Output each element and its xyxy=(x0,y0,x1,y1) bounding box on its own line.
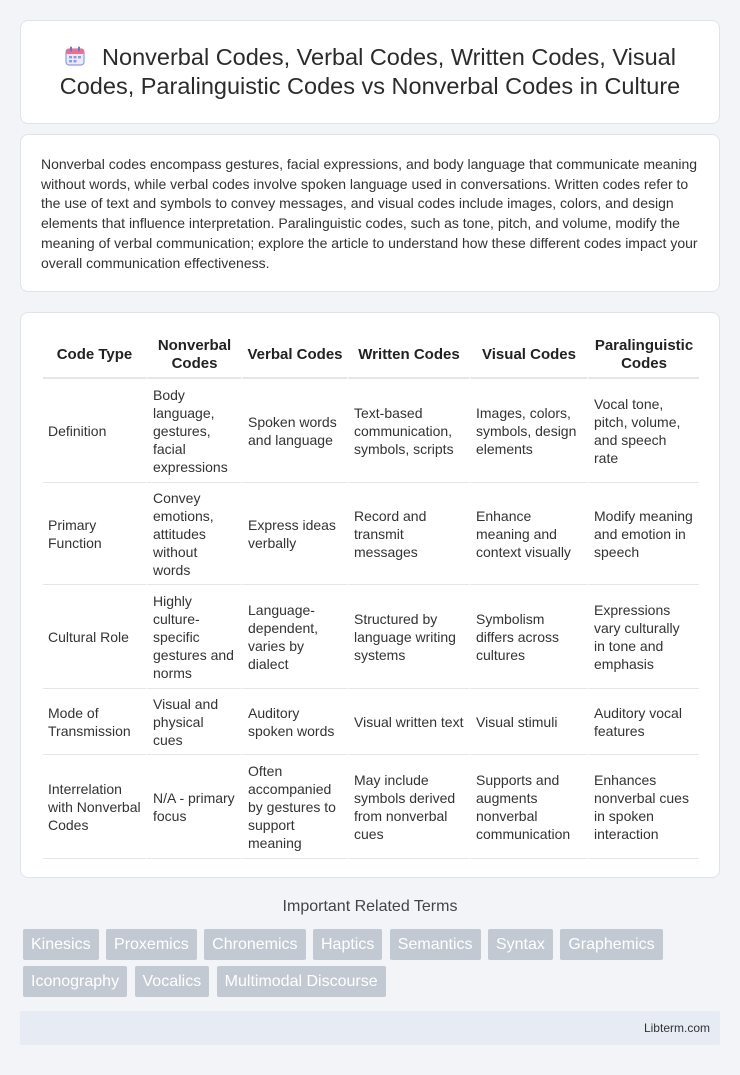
tag-proxemics[interactable]: Proxemics xyxy=(106,929,197,960)
header-written: Written Codes xyxy=(347,333,469,379)
row-label: Mode of Transmission xyxy=(43,689,146,755)
table-cell: Visual stimuli xyxy=(469,689,587,755)
table-cell: Supports and augments nonverbal communication xyxy=(469,755,587,859)
table-cell: May include symbols derived from nonverbal cues xyxy=(347,755,469,859)
footer xyxy=(20,1011,720,1045)
row-label: Interrelation with Nonverbal Codes xyxy=(43,755,146,859)
table-header-row xyxy=(43,333,699,379)
header-code-type: Code Type xyxy=(43,333,146,379)
related-terms-heading: Important Related Terms xyxy=(282,898,458,915)
tag-semantics[interactable]: Semantics xyxy=(390,929,481,960)
table-cell: Body language, gestures, facial expressions xyxy=(146,379,241,483)
related-terms-tags xyxy=(23,929,723,1003)
tag-chronemics[interactable]: Chronemics xyxy=(204,929,305,960)
title-card xyxy=(20,20,720,124)
intro-paragraph: Nonverbal codes encompass gestures, facial expressions, and body language that communicate meaning without words, while verbal codes involve spoken language used in conversations. Written codes refer to the use of text and symbols to convey messages, and visual codes include images, colors, and design elements that influence interpretation. Paralinguistic codes, such as tone, pitch, and volume, modify the meaning of verbal communication; explore the article to understand how these different codes impact your overall communication effectiveness. xyxy=(41,156,698,271)
tag-syntax[interactable]: Syntax xyxy=(488,929,553,960)
table-cell: Enhance meaning and context visually xyxy=(469,483,587,585)
table-cell: Text-based communication, symbols, scripts xyxy=(347,379,469,483)
table-row xyxy=(43,755,699,859)
table-cell: Vocal tone, pitch, volume, and speech rate xyxy=(587,379,699,483)
header-nonverbal: Nonverbal Codes xyxy=(146,333,241,379)
tag-haptics[interactable]: Haptics xyxy=(313,929,382,960)
table-cell: Language-dependent, varies by dialect xyxy=(241,585,347,689)
table-cell: Symbolism differs across cultures xyxy=(469,585,587,689)
table-cell: Auditory spoken words xyxy=(241,689,347,755)
table-cell: Convey emotions, attitudes without words xyxy=(146,483,241,585)
table-cell: Express ideas verbally xyxy=(241,483,347,585)
row-label: Cultural Role xyxy=(43,585,146,689)
table-row xyxy=(43,585,699,689)
table-cell: Auditory vocal features xyxy=(587,689,699,755)
row-label: Definition xyxy=(43,379,146,483)
table-row xyxy=(43,483,699,585)
tag-kinesics[interactable]: Kinesics xyxy=(23,929,99,960)
comparison-table-card xyxy=(20,312,720,878)
header-verbal: Verbal Codes xyxy=(241,333,347,379)
page-title xyxy=(51,43,689,101)
tag-iconography[interactable]: Iconography xyxy=(23,966,127,997)
table-cell: Modify meaning and emotion in speech xyxy=(587,483,699,585)
table-cell: Enhances nonverbal cues in spoken interaction xyxy=(587,755,699,859)
table-cell: Visual and physical cues xyxy=(146,689,241,755)
table-row xyxy=(43,689,699,755)
table-cell: Structured by language writing systems xyxy=(347,585,469,689)
table-row xyxy=(43,379,699,483)
table-cell: Spoken words and language xyxy=(241,379,347,483)
tag-graphemics[interactable]: Graphemics xyxy=(560,929,662,960)
table-cell: Often accompanied by gestures to support meaning xyxy=(241,755,347,859)
tag-vocalics[interactable]: Vocalics xyxy=(135,966,210,997)
table-cell: N/A - primary focus xyxy=(146,755,241,859)
table-cell: Visual written text xyxy=(347,689,469,755)
tag-multimodal-discourse[interactable]: Multimodal Discourse xyxy=(217,966,386,997)
row-label: Primary Function xyxy=(43,483,146,585)
table-cell: Expressions vary culturally in tone and emphasis xyxy=(587,585,699,689)
table-cell: Images, colors, symbols, design elements xyxy=(469,379,587,483)
header-paralinguistic: Paralinguistic Codes xyxy=(587,333,699,379)
footer-site-link[interactable]: Libterm.com xyxy=(643,1021,710,1035)
table-cell: Record and transmit messages xyxy=(347,483,469,585)
table-cell: Highly culture-specific gestures and norms xyxy=(146,585,241,689)
intro-card xyxy=(20,134,720,292)
calendar-icon xyxy=(64,45,86,67)
page-title-text: Nonverbal Codes, Verbal Codes, Written Codes, Visual Codes, Paralinguistic Codes vs Nonverbal Codes in Culture xyxy=(59,44,681,99)
header-visual: Visual Codes xyxy=(469,333,587,379)
comparison-table xyxy=(43,333,699,859)
